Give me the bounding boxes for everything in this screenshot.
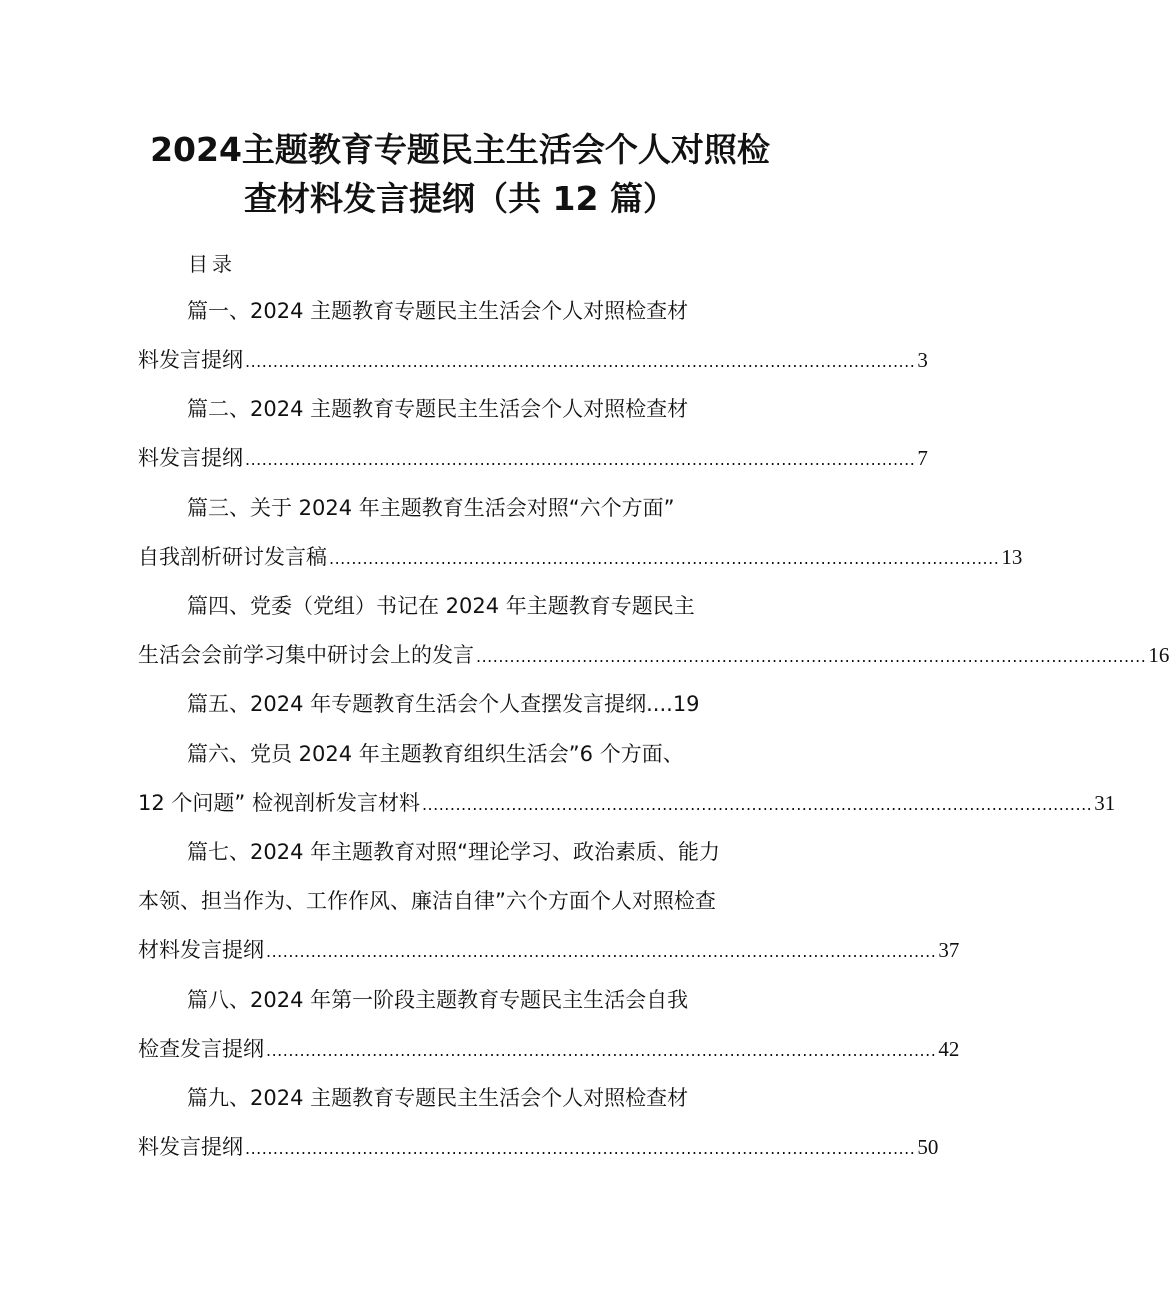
toc-entry-2-line-1[interactable]: 篇二、2024 主题教育专题民主生活会个人对照检查材: [187, 397, 689, 421]
toc-entry-6-leader[interactable]: [138, 789, 1116, 819]
toc-entry-9-page: 50: [917, 1135, 939, 1159]
toc-entry-4-page: 16: [1148, 643, 1169, 667]
toc-entry-2-page: 7: [917, 446, 928, 470]
toc-entry-9-tail: 料发言提纲: [138, 1135, 243, 1159]
toc-entry-6-page: 31: [1094, 791, 1116, 815]
dot-leader: ........................................................................................................................: [421, 795, 1093, 814]
toc-entry-7-tail: 材料发言提纲: [138, 938, 264, 962]
toc-entry-4-tail: 生活会会前学习集中研讨会上的发言: [138, 643, 474, 667]
toc-entry-7-line-2[interactable]: 本领、担当作为、工作作风、廉洁自律”六个方面个人对照检查: [138, 889, 716, 913]
document-title-line-1: 2024主题教育专题民主生活会个人对照检: [150, 130, 770, 169]
toc-entry-1-tail: 料发言提纲: [138, 348, 243, 372]
toc-entry-5[interactable]: 篇五、2024 年专题教育生活会个人查摆发言提纲....19: [187, 692, 700, 716]
toc-entry-8-page: 42: [938, 1037, 960, 1061]
toc-entry-3-tail: 自我剖析研讨发言稿: [138, 545, 327, 569]
toc-entry-1-line-1[interactable]: 篇一、2024 主题教育专题民主生活会个人对照检查材: [187, 299, 689, 323]
toc-entry-7-leader[interactable]: [138, 936, 960, 966]
toc-entry-8-line-1[interactable]: 篇八、2024 年第一阶段主题教育专题民主生活会自我: [187, 988, 689, 1012]
toc-entry-9-line-1[interactable]: 篇九、2024 主题教育专题民主生活会个人对照检查材: [187, 1086, 689, 1110]
toc-entry-6-tail: 12 个问题” 检视剖析发言材料: [138, 791, 420, 815]
toc-entry-4-leader[interactable]: [138, 641, 1169, 671]
dot-leader: ........................................................................................................................: [245, 352, 916, 371]
dot-leader: ........................................................................................................................: [266, 1041, 937, 1060]
toc-entry-1-page: 3: [917, 348, 928, 372]
dot-leader: ........................................................................................................................: [245, 450, 916, 469]
toc-heading: 目录: [188, 252, 236, 276]
toc-entry-1-leader[interactable]: [138, 346, 928, 376]
toc-entry-8-leader[interactable]: [138, 1035, 960, 1065]
toc-entry-4-line-1[interactable]: 篇四、党委（党组）书记在 2024 年主题教育专题民主: [187, 594, 695, 618]
toc-entry-2-leader[interactable]: [138, 444, 928, 474]
toc-entry-8-tail: 检查发言提纲: [138, 1037, 264, 1061]
toc-entry-3-leader[interactable]: [138, 543, 1023, 573]
dot-leader: ........................................................................................................................: [245, 1139, 916, 1158]
document-title-line-2: 查材料发言提纲（共 12 篇）: [244, 179, 676, 218]
toc-entry-7-page: 37: [938, 938, 960, 962]
toc-entry-2-tail: 料发言提纲: [138, 446, 243, 470]
toc-entry-7-line-1[interactable]: 篇七、2024 年主题教育对照“理论学习、政治素质、能力: [187, 840, 720, 864]
dot-leader: ........................................................................................................................: [329, 549, 1000, 568]
toc-entry-6-line-1[interactable]: 篇六、党员 2024 年主题教育组织生活会”6 个方面、: [187, 742, 684, 766]
dot-leader: ........................................................................................................................: [266, 942, 937, 961]
dot-leader: ........................................................................................................................: [476, 647, 1147, 666]
toc-entry-3-page: 13: [1001, 545, 1023, 569]
toc-entry-3-line-1[interactable]: 篇三、关于 2024 年主题教育生活会对照“六个方面”: [187, 496, 675, 520]
toc-entry-9-leader[interactable]: [138, 1133, 939, 1163]
